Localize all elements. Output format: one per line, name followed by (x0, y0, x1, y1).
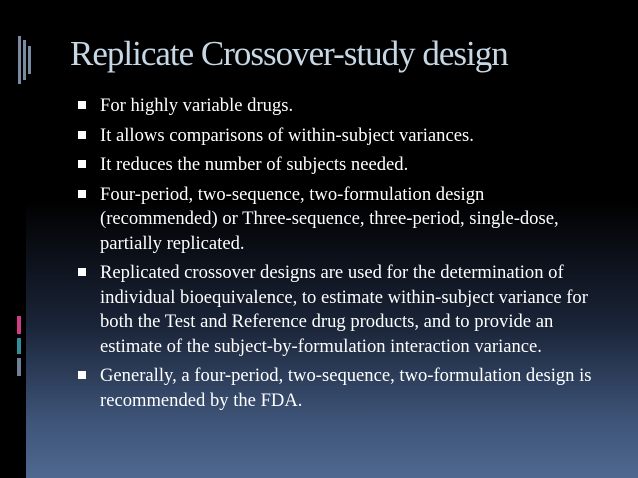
slide-title: Replicate Crossover-study design (70, 34, 508, 73)
bullet-text: It reduces the number of subjects needed. (100, 154, 409, 175)
square-bullet-icon (78, 101, 86, 109)
square-bullet-icon (78, 190, 86, 198)
bullet-item (78, 183, 598, 257)
top-decorative-bars (18, 36, 34, 86)
bullet-text: For highly variable drugs. (100, 95, 294, 116)
bullet-item (78, 153, 598, 178)
bullet-list (78, 94, 598, 418)
bullet-item (78, 124, 598, 149)
bottom-decorative-bars (15, 316, 29, 378)
bullet-text: Generally, a four-period, two-sequence, two-formulation design is recommended by the FDA. (100, 365, 592, 411)
square-bullet-icon (78, 160, 86, 168)
bullet-item (78, 261, 598, 359)
bullet-item (78, 364, 598, 413)
square-bullet-icon (78, 371, 86, 379)
bullet-text: Four-period, two-sequence, two-formulation design (recommended) or Three-sequence, three-period, single-dose, partially replicated. (100, 183, 559, 254)
bullet-text: It allows comparisons of within-subject variances. (100, 124, 474, 146)
square-bullet-icon (78, 268, 86, 276)
bullet-text: Replicated crossover designs are used for the determination of individual bioequivalence, to estimate within-subject variance for both the Test and Reference drug products, and to provide an estimate of the subject-by-formulation interaction variance. (100, 262, 588, 357)
square-bullet-icon (78, 131, 86, 139)
bullet-item (78, 94, 598, 119)
